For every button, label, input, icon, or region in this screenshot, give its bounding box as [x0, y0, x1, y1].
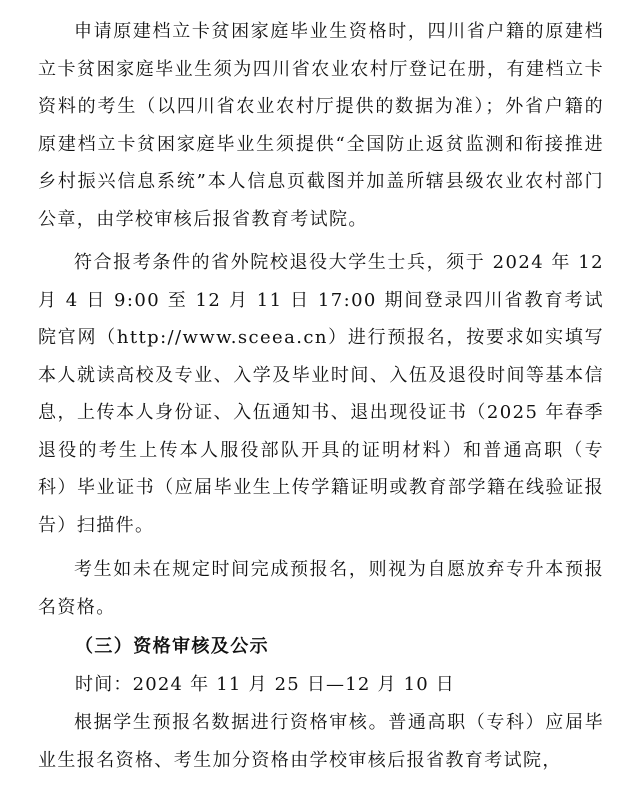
- section-heading: （三）资格审核及公示: [75, 636, 269, 657]
- paragraph-qualification-review: 根据学生预报名数据进行资格审核。普通高职（专科）应届毕业生报名资格、考生加分资格由学校审核后报省教育考试院，: [38, 712, 604, 771]
- paragraph-veteran-pre-registration: 符合报考条件的省外院校退役大学生士兵，须于 2024 年 12 月 4 日 9:00 至 12 月 11 日 17:00 期间登录四川省教育考试院官网（http://www.sceea.cn）进行预报名，按要求如实填写本人就读高校及专业、入学及毕业时间、入伍及退役时间等基本信息，上传本人身份证、入伍通知书、退出现役证书（2025 年春季退役的考生上传本人服役部队开具的证明材料）和普通高职（专科）毕业证书（应届毕业生上传学籍证明或教育部学籍在线验证报告）扫描件。: [38, 252, 604, 536]
- paragraph-poverty-graduate-qualification: 申请原建档立卡贫困家庭毕业生资格时，四川省户籍的原建档立卡贫困家庭毕业生须为四川省农业农村厅登记在册，有建档立卡资料的考生（以四川省农业农村厅提供的数据为准）；外省户籍的原建档立卡贫困家庭毕业生须提供“全国防止返贫监测和衔接推进乡村振兴信息系统”本人信息页截图并加盖所辖县级农业农村部门公章，由学校审核后报省教育考试院。: [38, 21, 604, 230]
- section-time-line: 时间：2024 年 11 月 25 日—12 月 10 日: [75, 674, 455, 695]
- paragraph-registration-deadline-notice: 考生如未在规定时间完成预报名，则视为自愿放弃专升本预报名资格。: [38, 559, 604, 618]
